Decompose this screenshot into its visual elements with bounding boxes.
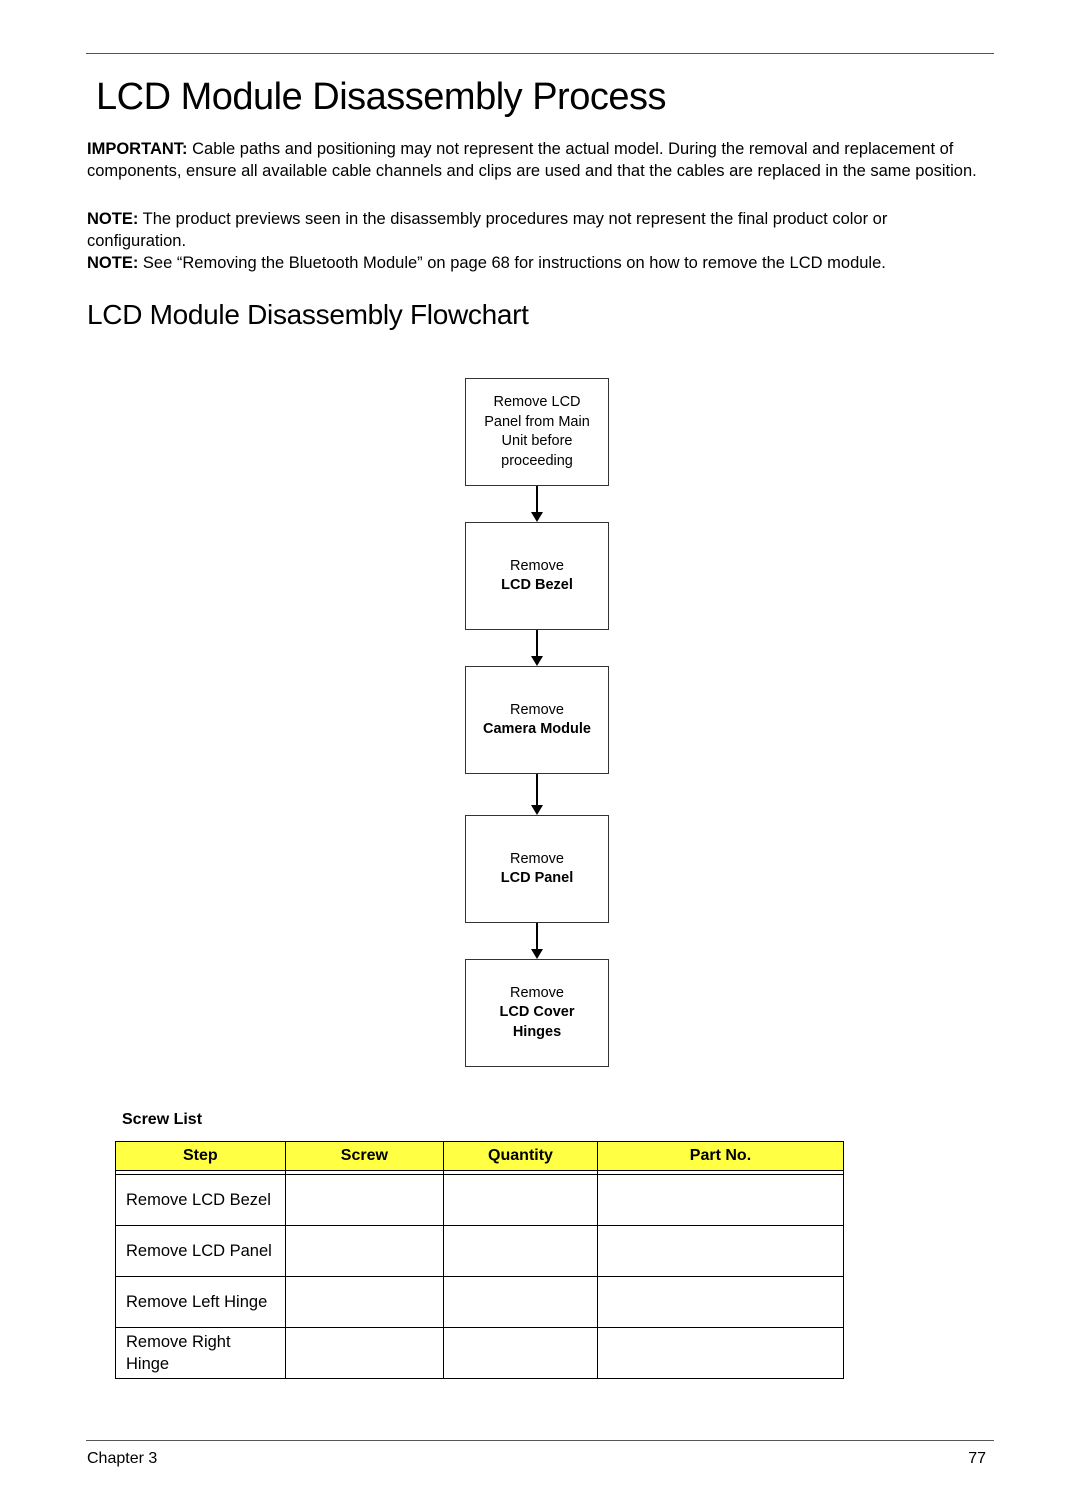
note-text: See “Removing the Bluetooth Module” on page 68 for instructions on how to remove the LCD module. bbox=[138, 254, 886, 272]
table-cell bbox=[285, 1328, 443, 1379]
table-cell: Remove Left Hinge bbox=[116, 1277, 286, 1328]
flowchart-arrow-head bbox=[531, 656, 543, 666]
table-row bbox=[116, 1175, 844, 1226]
flowchart-arrow-line bbox=[536, 923, 538, 949]
footer-chapter: Chapter 3 bbox=[87, 1450, 158, 1467]
table-cell bbox=[597, 1226, 843, 1277]
flowchart-step-text: Remove LCD bbox=[493, 394, 581, 410]
flowchart-step-box bbox=[465, 522, 609, 630]
important-text: Cable paths and positioning may not represent the actual model. During the removal and replacement of components, ensure all available cable channels and clips are used and that the cables are replaced in the same position. bbox=[87, 140, 977, 180]
flowchart-step-label: LCD Panel bbox=[500, 870, 574, 886]
flowchart-title: LCD Module Disassembly Flowchart bbox=[87, 299, 529, 330]
flowchart-arrow-head bbox=[531, 949, 543, 959]
flowchart-step-box bbox=[465, 959, 609, 1067]
table-row bbox=[116, 1328, 844, 1379]
flowchart-arrow-line bbox=[536, 774, 538, 805]
note-label: NOTE: bbox=[87, 210, 139, 228]
flowchart-step-box bbox=[465, 378, 609, 486]
screw-list-title: Screw List bbox=[122, 1111, 203, 1128]
table-cell bbox=[444, 1175, 598, 1226]
table-cell bbox=[285, 1226, 443, 1277]
table-cell bbox=[444, 1277, 598, 1328]
table-cell: Remove Right Hinge bbox=[116, 1328, 286, 1379]
note-paragraph-2 bbox=[87, 252, 987, 274]
important-paragraph bbox=[87, 138, 987, 182]
table-cell bbox=[444, 1328, 598, 1379]
flowchart-step-label: LCD Cover bbox=[499, 1004, 575, 1021]
column-header-step: Step bbox=[116, 1142, 286, 1171]
note-label: NOTE: bbox=[87, 254, 139, 272]
note-paragraph-1 bbox=[87, 208, 987, 252]
flowchart-step-label: Hinges bbox=[512, 1023, 562, 1040]
table-cell bbox=[285, 1175, 443, 1226]
note-text: The product previews seen in the disassembly procedures may not represent the final product color or configuration. bbox=[87, 210, 888, 250]
flowchart-step-text: Unit before bbox=[501, 433, 573, 449]
footer-rule bbox=[86, 1440, 994, 1441]
important-label: IMPORTANT: bbox=[87, 140, 188, 158]
column-header-part-no: Part No. bbox=[597, 1142, 843, 1171]
table-cell: Remove LCD Panel bbox=[116, 1226, 286, 1277]
flowchart-step-text: Remove bbox=[510, 701, 564, 718]
flowchart-arrow-line bbox=[536, 630, 538, 656]
table-cell bbox=[285, 1277, 443, 1328]
table-cell bbox=[444, 1226, 598, 1277]
screw-list-body bbox=[116, 1171, 844, 1379]
flowchart-step-label: LCD Bezel bbox=[501, 577, 573, 593]
table-cell: Remove LCD Bezel bbox=[116, 1175, 286, 1226]
header-rule bbox=[86, 53, 994, 54]
table-header-row bbox=[116, 1142, 844, 1171]
flowchart-arrow-head bbox=[531, 512, 543, 522]
column-header-quantity: Quantity bbox=[444, 1142, 598, 1171]
flowchart-step-box bbox=[465, 666, 609, 774]
table-row bbox=[116, 1226, 844, 1277]
table-cell bbox=[597, 1175, 843, 1226]
flowchart-step-text: Remove bbox=[510, 557, 564, 574]
flowchart-step-text: Remove bbox=[510, 984, 564, 1001]
table-cell bbox=[597, 1328, 843, 1379]
flowchart-step-box bbox=[465, 815, 609, 923]
flowchart-step-text: Remove bbox=[510, 850, 564, 867]
screw-list-table bbox=[115, 1141, 844, 1379]
flowchart-arrow-line bbox=[536, 486, 538, 512]
flowchart-step-text: proceeding bbox=[501, 452, 573, 469]
flowchart-step-label: Camera Module bbox=[483, 721, 591, 737]
column-header-screw: Screw bbox=[285, 1142, 443, 1171]
footer-page-number: 77 bbox=[968, 1450, 986, 1467]
flowchart-step-text: Panel from Main bbox=[484, 413, 590, 430]
table-row bbox=[116, 1277, 844, 1328]
table-cell bbox=[597, 1277, 843, 1328]
page-title: LCD Module Disassembly Process bbox=[96, 76, 666, 118]
flowchart-arrow-head bbox=[531, 805, 543, 815]
